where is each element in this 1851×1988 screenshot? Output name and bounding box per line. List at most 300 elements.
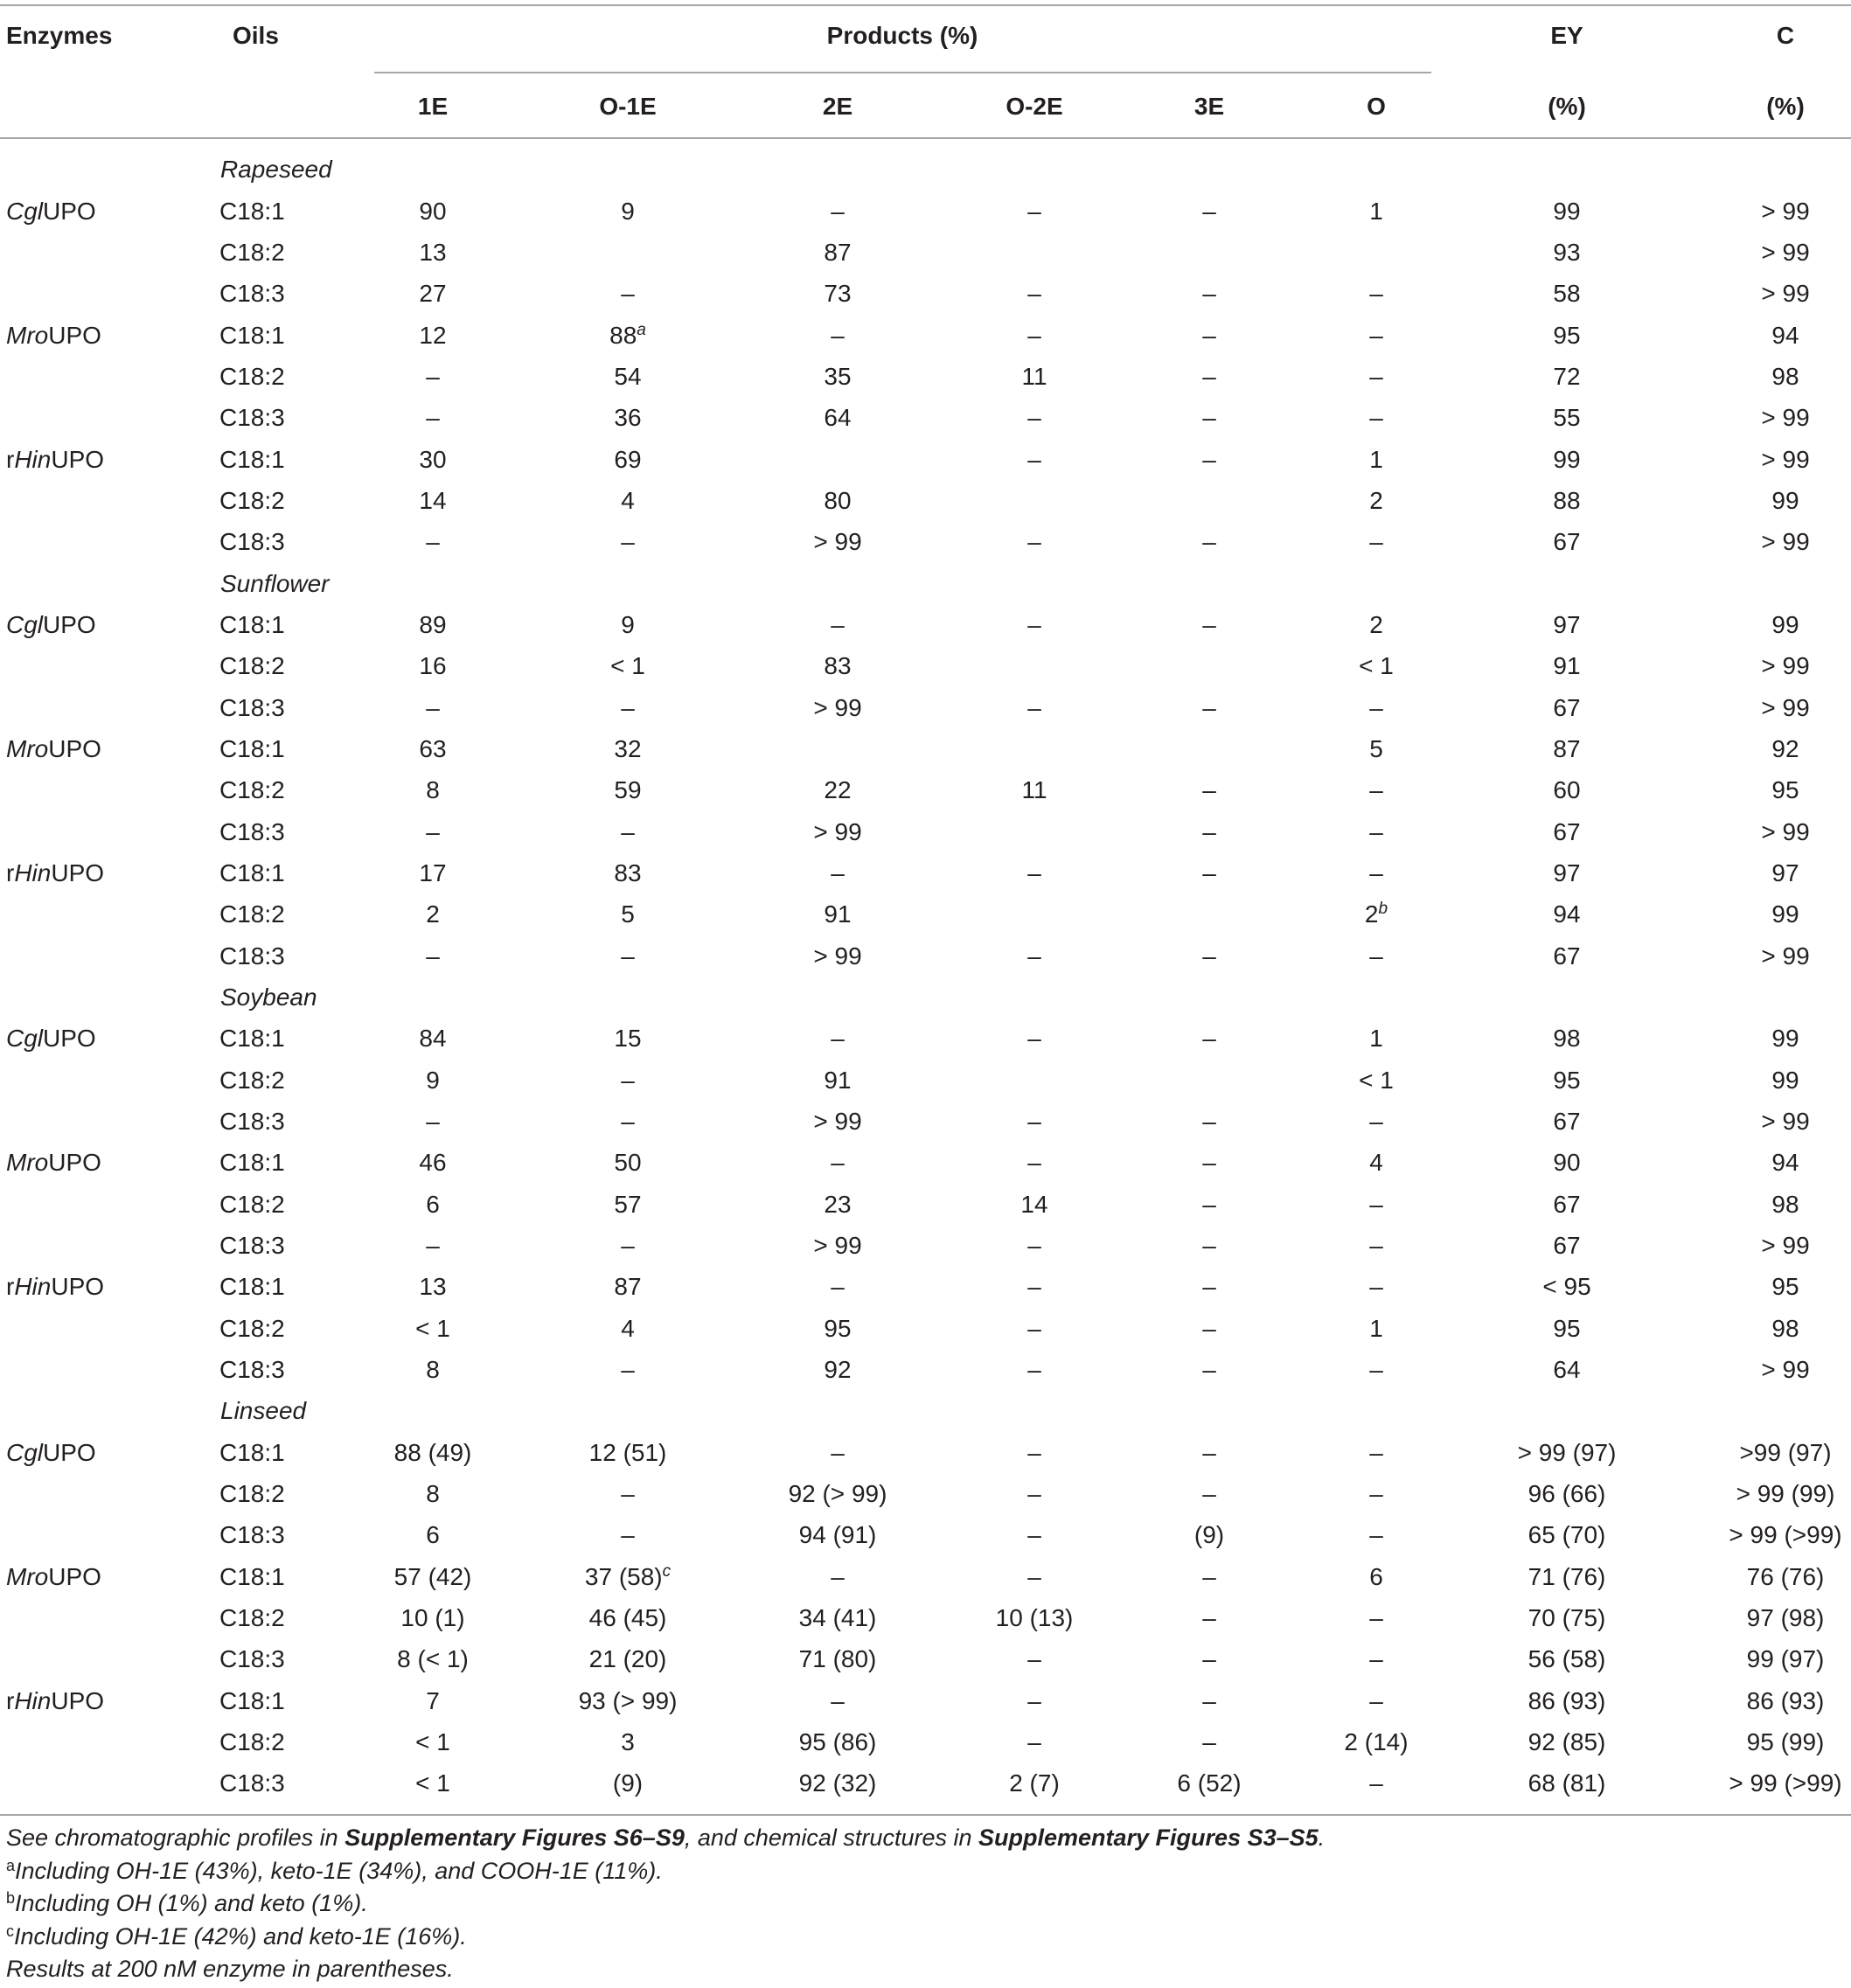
table-row (0, 645, 1851, 686)
enzyme-suffix: UPO (48, 321, 101, 349)
table-row (0, 604, 1851, 645)
value-o-2e: – (1027, 197, 1041, 225)
value-o: – (1369, 362, 1383, 390)
value-2e: – (831, 1149, 845, 1177)
value-2e: > 99 (813, 817, 862, 845)
value-3e: – (1202, 693, 1216, 721)
value-1e: < 1 (415, 1314, 450, 1342)
value-o-1e: 4 (621, 486, 635, 514)
value-o-1e: – (621, 693, 635, 721)
header-c-unit: (%) (1766, 93, 1805, 120)
enzyme-species: Hin (14, 858, 52, 886)
value-o (1302, 232, 1451, 273)
value-o: – (1369, 528, 1383, 556)
fatty-acid-cell: C18:3 (219, 1107, 285, 1135)
value-o: – (1369, 1686, 1383, 1714)
value-3e (1135, 728, 1284, 769)
table-row (0, 811, 1851, 852)
value-2e: 95 (86) (798, 1727, 877, 1755)
value-o-1e: – (621, 1231, 635, 1259)
value-c: 94 (1771, 321, 1799, 349)
header-2e: 2E (822, 93, 853, 120)
value-1e: 6 (426, 1521, 440, 1549)
value-1e: – (426, 693, 440, 721)
fatty-acid-cell: C18:3 (219, 1645, 285, 1673)
value-o-1e (540, 1556, 715, 1597)
value-2e: 23 (824, 1190, 852, 1218)
enzyme-cell (6, 1266, 207, 1307)
enzyme-cell (6, 811, 207, 852)
enzyme-species: Mro (6, 734, 49, 762)
value-1e: – (426, 528, 440, 556)
value-2e: 35 (824, 362, 852, 390)
value-o: 2 (1369, 486, 1383, 514)
value-1e: 8 (426, 1355, 440, 1383)
value-o (1302, 893, 1451, 935)
enzyme-cell (6, 687, 207, 728)
header-c: C (1776, 22, 1795, 49)
fatty-acid-cell: C18:1 (219, 1273, 285, 1301)
value-ey: 67 (1553, 1107, 1581, 1135)
value-c: > 99 (>99) (1729, 1521, 1842, 1549)
value-1e: – (426, 1231, 440, 1259)
value-2e: 87 (824, 238, 852, 266)
value-1e: 12 (419, 321, 447, 349)
enzyme-cell (6, 480, 207, 521)
value-o: – (1369, 1521, 1383, 1549)
header-oils: Oils (233, 22, 279, 49)
enzyme-cell (6, 315, 207, 356)
table-row (0, 232, 1851, 273)
value-o-1e: 93 (> 99) (578, 1686, 678, 1714)
value-2e: 22 (824, 776, 852, 804)
value-c: 98 (1771, 1190, 1799, 1218)
fatty-acid-cell: C18:3 (219, 693, 285, 721)
enzyme-cell (6, 1514, 207, 1555)
value-2e: 95 (824, 1314, 852, 1342)
table-row (0, 191, 1851, 232)
oil-group-row (0, 563, 1851, 604)
table-row (0, 852, 1851, 893)
table-row (0, 1142, 1851, 1183)
fatty-acid-cell: C18:2 (219, 1727, 285, 1755)
header-3e: 3E (1193, 93, 1225, 120)
enzyme-species: Cgl (6, 1438, 44, 1466)
value-3e: – (1202, 1149, 1216, 1177)
footnote-mark: a (637, 320, 646, 339)
table-row (0, 935, 1851, 977)
value-1e: – (426, 942, 440, 970)
table-row (0, 1101, 1851, 1142)
value-o-1e: – (621, 280, 635, 308)
value-3e: – (1202, 280, 1216, 308)
value-2e: 92 (824, 1355, 852, 1383)
table-row (0, 1680, 1851, 1721)
enzyme-cell (6, 1556, 207, 1597)
enzyme-cell (6, 935, 207, 977)
value-3e (1135, 645, 1284, 686)
value-o-2e: – (1027, 528, 1041, 556)
header-ey-unit: (%) (1548, 93, 1586, 120)
value-o-2e: – (1027, 693, 1041, 721)
table-row (0, 1514, 1851, 1555)
value-3e: – (1202, 1273, 1216, 1301)
value-1e: – (426, 817, 440, 845)
value-c: > 99 (1761, 238, 1810, 266)
value-o-2e: – (1027, 1686, 1041, 1714)
value-ey: 67 (1553, 942, 1581, 970)
value-o: 1 (1369, 1025, 1383, 1053)
enzyme-cell (6, 1225, 207, 1266)
enzyme-prefix: r (6, 445, 15, 473)
value-o: – (1369, 404, 1383, 432)
table-row (0, 1721, 1851, 1762)
enzyme-suffix: UPO (43, 197, 96, 225)
value-c: 99 (1771, 486, 1799, 514)
fatty-acid-cell: C18:3 (219, 280, 285, 308)
enzyme-prefix: r (6, 858, 15, 886)
value-o-2e: – (1027, 1314, 1041, 1342)
value-o-2e (951, 232, 1117, 273)
value-2e (750, 439, 925, 480)
value-1e: – (426, 404, 440, 432)
footnote-text: . (1318, 1825, 1326, 1851)
value-3e: 6 (52) (1177, 1769, 1242, 1797)
value-o: 6 (1369, 1562, 1383, 1590)
value-o-1e (540, 315, 715, 356)
value-c: > 99 (1761, 404, 1810, 432)
footnote-c (6, 1921, 1842, 1954)
value-ey: 68 (81) (1527, 1769, 1606, 1797)
fatty-acid-cell: C18:3 (219, 1355, 285, 1383)
value-3e: – (1202, 1314, 1216, 1342)
enzyme-suffix: UPO (43, 610, 96, 638)
value-2e (750, 728, 925, 769)
value-2e: > 99 (813, 942, 862, 970)
value-o: 5 (1369, 734, 1383, 762)
value-o-2e: – (1027, 280, 1041, 308)
value-c: > 99 (1761, 652, 1810, 680)
value-2e: – (831, 858, 845, 886)
value-o: 2 (1369, 610, 1383, 638)
value-c: > 99 (1761, 1231, 1810, 1259)
enzyme-species: Cgl (6, 1025, 44, 1053)
table-row (0, 1266, 1851, 1307)
fatty-acid-cell: C18:1 (219, 1562, 285, 1590)
value-ey: 67 (1553, 528, 1581, 556)
value-1e: < 1 (415, 1727, 450, 1755)
enzyme-prefix: r (6, 1273, 15, 1301)
value-c: >99 (97) (1739, 1438, 1832, 1466)
value-ey: 60 (1553, 776, 1581, 804)
enzyme-cell (6, 1018, 207, 1059)
value-ey: 91 (1553, 652, 1581, 680)
value-o: – (1369, 693, 1383, 721)
value-1e: 63 (419, 734, 447, 762)
value-o-1e: 83 (614, 858, 642, 886)
oil-group-row (0, 1390, 1851, 1431)
oil-group-label: Rapeseed (220, 156, 332, 184)
enzyme-cell (6, 728, 207, 769)
table-row (0, 1060, 1851, 1101)
enzyme-cell (6, 191, 207, 232)
value-2e: – (831, 321, 845, 349)
value-2e: > 99 (813, 1107, 862, 1135)
enzyme-cell (6, 1597, 207, 1638)
value-o-1e: 9 (621, 197, 635, 225)
table-row (0, 1556, 1851, 1597)
fatty-acid-cell: C18:2 (219, 1066, 285, 1094)
fatty-acid-cell: C18:2 (219, 1603, 285, 1631)
enzyme-cell (6, 893, 207, 935)
value-1e: 46 (419, 1149, 447, 1177)
footnote-parentheses: Results at 200 nM enzyme in parentheses. (6, 1956, 454, 1983)
value-3e: – (1202, 776, 1216, 804)
enzyme-cell (6, 1680, 207, 1721)
value-o-2e (951, 480, 1117, 521)
fatty-acid-cell: C18:2 (219, 900, 285, 928)
enzyme-cell (6, 356, 207, 397)
value-1e: 2 (426, 900, 440, 928)
value-ey: 86 (93) (1527, 1686, 1606, 1714)
table-row (0, 356, 1851, 397)
fatty-acid-cell: C18:2 (219, 486, 285, 514)
value-o: – (1369, 858, 1383, 886)
value-o-2e: – (1027, 1355, 1041, 1383)
value-o-1e: 69 (614, 445, 642, 473)
value-3e: – (1202, 1645, 1216, 1673)
enzyme-suffix: UPO (51, 1686, 105, 1714)
fatty-acid-cell: C18:2 (219, 1190, 285, 1218)
enzyme-cell (6, 769, 207, 810)
value-o-1e: – (621, 817, 635, 845)
value-o: 2 (14) (1344, 1727, 1409, 1755)
value-2e: 92 (> 99) (788, 1479, 887, 1507)
value-1e: 8 (426, 1479, 440, 1507)
value-o-1e: 59 (614, 776, 642, 804)
fatty-acid-cell: C18:2 (219, 652, 285, 680)
table-row (0, 273, 1851, 314)
value-c: 99 (97) (1746, 1645, 1825, 1673)
value-3e: – (1202, 404, 1216, 432)
value-1e: 8 (426, 776, 440, 804)
value-ey: 93 (1553, 238, 1581, 266)
table-row (0, 439, 1851, 480)
table-row (0, 521, 1851, 562)
value-o: 1 (1369, 197, 1383, 225)
fatty-acid-cell: C18:1 (219, 1025, 285, 1053)
footnote-figure-reference: Supplementary Figures S6–S9 (344, 1825, 685, 1851)
oil-group-row (0, 977, 1851, 1018)
enzyme-suffix: UPO (51, 1273, 105, 1301)
value-o: – (1369, 1190, 1383, 1218)
value-o-1e (540, 232, 715, 273)
oil-group-label: Sunflower (220, 569, 330, 597)
value-c: > 99 (1761, 445, 1810, 473)
value-2e: 34 (41) (798, 1603, 877, 1631)
value-c: > 99 (1761, 817, 1810, 845)
value-2e: 92 (32) (798, 1769, 877, 1797)
value-1e: < 1 (415, 1769, 450, 1797)
value-2e: > 99 (813, 693, 862, 721)
value-o: – (1369, 280, 1383, 308)
value-c: 99 (1771, 610, 1799, 638)
header-1e: 1E (417, 93, 449, 120)
enzyme-cell (6, 1638, 207, 1679)
value-1e: 7 (426, 1686, 440, 1714)
value-o: < 1 (1359, 652, 1394, 680)
enzyme-prefix: r (6, 1686, 15, 1714)
value-o-1e: – (621, 1066, 635, 1094)
value-ey: 90 (1553, 1149, 1581, 1177)
enzyme-cell (6, 397, 207, 438)
enzyme-species: Mro (6, 321, 49, 349)
footnote-text: Including OH-1E (43%), keto-1E (34%), and COOH-1E (11%). (15, 1857, 663, 1884)
table-row (0, 1638, 1851, 1679)
value-o-2e: – (1027, 1273, 1041, 1301)
fatty-acid-cell: C18:1 (219, 1149, 285, 1177)
fatty-acid-cell: C18:1 (219, 1686, 285, 1714)
value-o-1e: 32 (614, 734, 642, 762)
value-3e: – (1202, 321, 1216, 349)
value-o-2e: 11 (1021, 776, 1047, 804)
value-ey: 96 (66) (1527, 1479, 1606, 1507)
value-1e: 9 (426, 1066, 440, 1094)
value-2e: > 99 (813, 1231, 862, 1259)
value-2e: – (831, 1273, 845, 1301)
fatty-acid-cell: C18:3 (219, 528, 285, 556)
value-3e (1135, 893, 1284, 935)
value-1e: 30 (419, 445, 447, 473)
value-c: 99 (1771, 900, 1799, 928)
enzyme-cell (6, 1473, 207, 1514)
value-o-1e: 21 (20) (588, 1645, 667, 1673)
footnote-text: Including OH (1%) and keto (1%). (15, 1890, 368, 1917)
value-1e: – (426, 362, 440, 390)
value-o-2e: – (1027, 1521, 1041, 1549)
enzyme-species: Mro (6, 1562, 49, 1590)
value-3e: – (1202, 1603, 1216, 1631)
value-o-2e: – (1027, 1645, 1041, 1673)
enzyme-suffix: UPO (43, 1438, 96, 1466)
footnote-general (6, 1822, 1842, 1855)
value-1e: 17 (419, 858, 447, 886)
value-o-1e: – (621, 1355, 635, 1383)
value-ey: < 95 (1542, 1273, 1591, 1301)
value-1e: 84 (419, 1025, 447, 1053)
value-2e: – (831, 1025, 845, 1053)
table-row (0, 397, 1851, 438)
enzyme-cell (6, 521, 207, 562)
header-o-1e: O-1E (599, 93, 657, 120)
value-3e: – (1202, 1231, 1216, 1259)
value-2e: > 99 (813, 528, 862, 556)
table-row (0, 1308, 1851, 1349)
value-o: – (1369, 1438, 1383, 1466)
table-row (0, 728, 1851, 769)
value-o-2e (951, 893, 1117, 935)
value-ey: > 99 (97) (1517, 1438, 1617, 1466)
value-ey: 67 (1553, 1190, 1581, 1218)
footnote-figure-reference: Supplementary Figures S3–S5 (978, 1825, 1319, 1851)
fatty-acid-cell: C18:3 (219, 1521, 285, 1549)
value-c: > 99 (1761, 528, 1810, 556)
value-1e: 90 (419, 197, 447, 225)
value-2e: 80 (824, 486, 852, 514)
value-c: > 99 (1761, 693, 1810, 721)
value-o-2e (951, 728, 1117, 769)
value-ey: 92 (85) (1527, 1727, 1606, 1755)
value-1e: 6 (426, 1190, 440, 1218)
enzyme-cell (6, 852, 207, 893)
value-2e: 91 (824, 1066, 852, 1094)
footnote-b (6, 1887, 1842, 1921)
fatty-acid-cell: C18:1 (219, 734, 285, 762)
table-row (0, 315, 1851, 356)
value-o-1e: 46 (45) (588, 1603, 667, 1631)
value-1e: 16 (419, 652, 447, 680)
value-1e: 13 (419, 238, 447, 266)
oil-group-label: Soybean (220, 983, 317, 1011)
value-o: – (1369, 1231, 1383, 1259)
value-o-2e: 10 (13) (995, 1603, 1074, 1631)
value-o-2e (951, 1060, 1117, 1101)
value-o-2e: – (1027, 1479, 1041, 1507)
value-o-2e: – (1027, 1438, 1041, 1466)
enzyme-species: Hin (14, 1273, 52, 1301)
value-ey: 67 (1553, 817, 1581, 845)
value-1e: 89 (419, 610, 447, 638)
value-2e: 73 (824, 280, 852, 308)
table-row (0, 769, 1851, 810)
value-3e: – (1202, 1479, 1216, 1507)
header-enzymes: Enzymes (6, 22, 113, 49)
value-ey: 70 (75) (1527, 1603, 1606, 1631)
value-o-2e: – (1027, 321, 1041, 349)
enzyme-cell (6, 1101, 207, 1142)
enzyme-suffix: UPO (48, 1562, 101, 1590)
fatty-acid-cell: C18:1 (219, 321, 285, 349)
value-2e: 64 (824, 404, 852, 432)
footnote-mark: b (6, 1889, 16, 1908)
value-ey: 71 (76) (1527, 1562, 1606, 1590)
enzyme-suffix: UPO (51, 858, 105, 886)
value-c: 98 (1771, 1314, 1799, 1342)
fatty-acid-cell: C18:2 (219, 362, 285, 390)
value-1e: 8 (< 1) (397, 1645, 469, 1673)
value-o-1e: – (621, 942, 635, 970)
value-o: – (1369, 776, 1383, 804)
value-o: – (1369, 1645, 1383, 1673)
value-o-1e: – (621, 1107, 635, 1135)
fatty-acid-cell: C18:2 (219, 238, 285, 266)
value-c: 99 (1771, 1066, 1799, 1094)
value-1e: – (426, 1107, 440, 1135)
enzyme-cell (6, 645, 207, 686)
value-3e: – (1202, 1190, 1216, 1218)
value-o-2e: – (1027, 1727, 1041, 1755)
enzyme-suffix: UPO (48, 1149, 101, 1177)
value-o: – (1369, 817, 1383, 845)
value-o-2e: – (1027, 942, 1041, 970)
value-1e: 14 (419, 486, 447, 514)
fatty-acid-cell: C18:1 (219, 858, 285, 886)
value-2e: – (831, 610, 845, 638)
table-row (0, 1018, 1851, 1059)
value-ey: 99 (1553, 197, 1581, 225)
enzyme-species: Cgl (6, 610, 44, 638)
enzyme-suffix: UPO (43, 1025, 96, 1053)
